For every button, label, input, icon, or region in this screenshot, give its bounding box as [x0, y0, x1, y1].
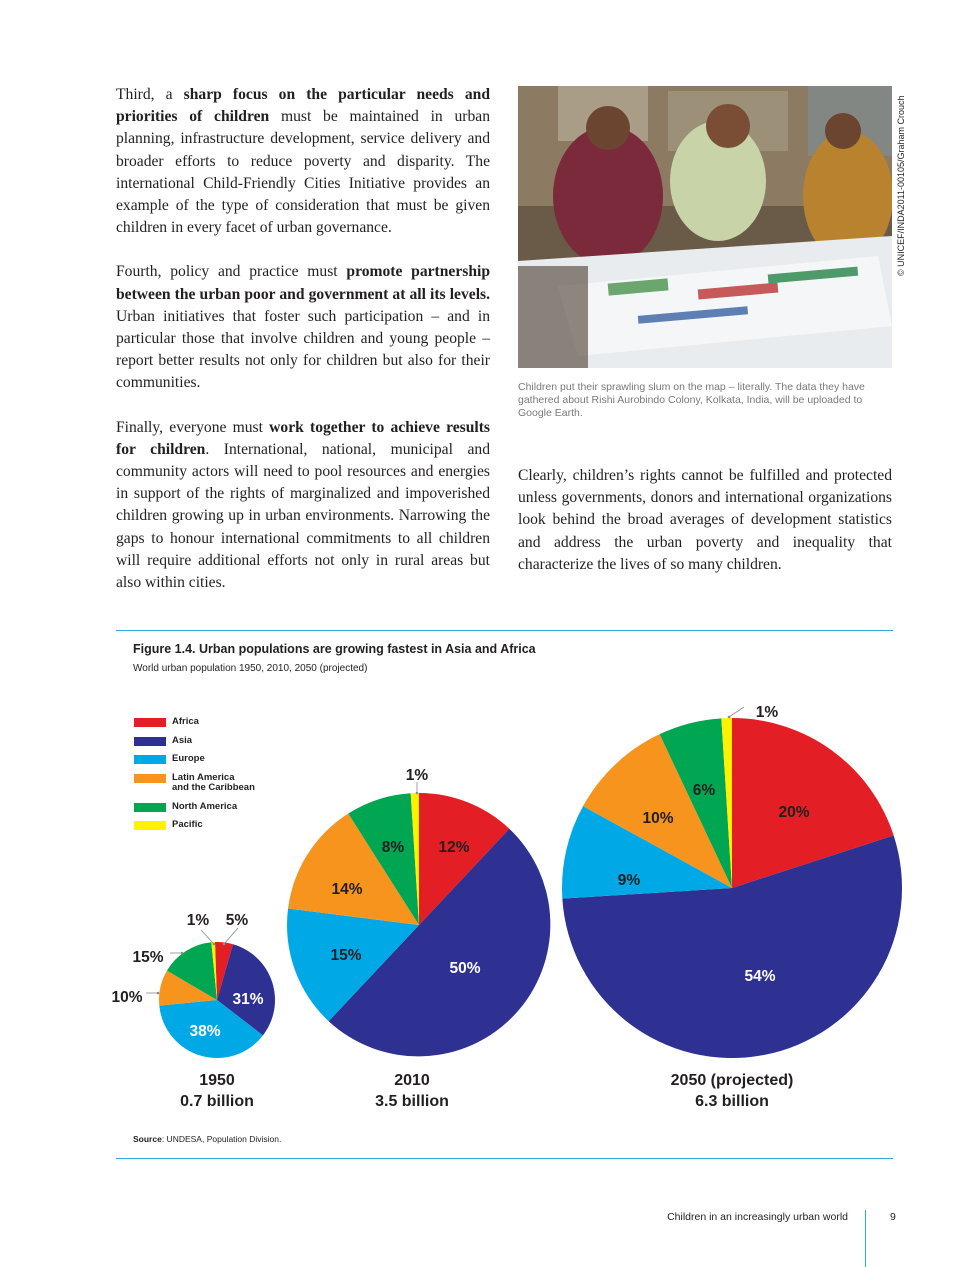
leader-dot — [157, 992, 160, 995]
pie-year-2050: 2050 (projected) — [670, 1072, 794, 1089]
footer-divider — [865, 1210, 866, 1267]
legend-label: Latin America and the Caribbean — [172, 771, 255, 793]
legend-label: Europe — [172, 753, 205, 764]
pie-year-1950: 1950 — [199, 1072, 235, 1089]
leader-line — [201, 930, 214, 944]
pie-data-label: 9% — [617, 872, 641, 889]
leader-dot — [416, 792, 419, 795]
legend-label: Africa — [172, 716, 199, 727]
leader-line — [729, 707, 744, 717]
leader-dot — [223, 943, 226, 946]
pie-data-label: 20% — [778, 804, 810, 821]
pie-data-label: 1% — [186, 912, 210, 929]
pie-total-1950: 0.7 billion — [180, 1093, 254, 1110]
figure-bottom-rule — [116, 1158, 893, 1159]
leader-dot — [728, 716, 731, 719]
running-footer: Children in an increasingly urban world — [667, 1211, 848, 1223]
paragraph-text: Finally, everyone must — [116, 418, 270, 436]
pie-data-label: 15% — [330, 947, 362, 964]
pie-data-label: 1% — [405, 767, 429, 784]
paragraph-text: must be maintained in urban planning, infrastructure development, service delivery and broader efforts to reduce poverty and disparity. The international Child-Friendly Cities Initiative provides an example of the type of consideration that must be given children in every facet of urban governance. — [116, 108, 490, 237]
pie-data-label: 6% — [692, 782, 716, 799]
pie-total-2010: 3.5 billion — [375, 1093, 449, 1110]
pie-total-2050: 6.3 billion — [695, 1093, 769, 1110]
emphasis-text: promote partnership between the urban poor and government at all its levels. — [116, 263, 490, 303]
photo-caption: Children put their sprawling slum on the map – literally. The data they have gathered about Rishi Aurobindo Colony, Kolkata, India, will be uploaded to Google Earth. — [518, 381, 865, 420]
photo-credit: © UNICEF/INDA2011-00105/Graham Crouch — [896, 95, 906, 276]
paragraph-text: . International, national, municipal and community actors will need to pool resources and energies in support of the rights of marginalized and impoverished children growing up in urban environments. Narrowing the gaps to honour international commitments to all children will require additional efforts not only in rural areas but also within cities. — [116, 440, 490, 592]
pie-data-label: 14% — [331, 881, 363, 898]
figure-title: Figure 1.4. Urban populations are growing fastest in Asia and Africa — [133, 642, 536, 656]
figure-source: Source: UNDESA, Population Division. — [133, 1134, 282, 1144]
leader-dot — [213, 943, 216, 946]
pie-data-label: 10% — [642, 810, 674, 827]
pie-2010 — [287, 767, 550, 1056]
body-text-right: Clearly, children’s rights cannot be fulfilled and protected unless governments, donors and international organizations look behind the broad averages of development statistics and address the urban poverty and inequality that characterize the lives of so many children. — [518, 467, 892, 573]
pie-caption-2010 — [362, 1070, 462, 1112]
legend-label: Asia — [172, 734, 193, 746]
page-number: 9 — [890, 1211, 896, 1223]
emphasis-text: work together to achieve results for children — [116, 418, 490, 458]
figure-subtitle: World urban population 1950, 2010, 2050 (projected) — [133, 663, 368, 674]
pie-data-label: 54% — [744, 968, 776, 985]
pie-year-2010: 2010 — [394, 1072, 430, 1089]
pie-data-label: 50% — [449, 960, 481, 977]
pie-data-label: 1% — [755, 704, 779, 721]
pie-data-label: 38% — [189, 1023, 221, 1040]
pie-data-label: 8% — [381, 839, 405, 856]
pie-data-label: 15% — [132, 949, 164, 966]
leader-line — [224, 928, 238, 944]
paragraph-text: Fourth, policy and practice must — [116, 263, 347, 281]
legend-label: North America — [172, 800, 238, 812]
pie-data-label: 31% — [232, 991, 264, 1008]
leader-dot — [181, 952, 184, 955]
pie-2050 — [562, 704, 902, 1058]
paragraph-text: Third, a — [116, 86, 184, 103]
pie-1950 — [111, 912, 275, 1058]
paragraph-text: Urban initiatives that foster such participation – and in particular those that involve children and young people – report better results not only for children but also for their communities. — [116, 307, 490, 392]
legend-label: Pacific — [172, 819, 203, 830]
pie-caption-1950 — [167, 1070, 267, 1112]
pie-data-label: 12% — [438, 839, 470, 856]
pie-caption-2050 — [652, 1070, 812, 1112]
pie-data-label: 5% — [225, 912, 249, 929]
pie-data-label: 10% — [111, 989, 143, 1006]
emphasis-text: sharp focus on the particular needs and priorities of children — [116, 86, 490, 126]
